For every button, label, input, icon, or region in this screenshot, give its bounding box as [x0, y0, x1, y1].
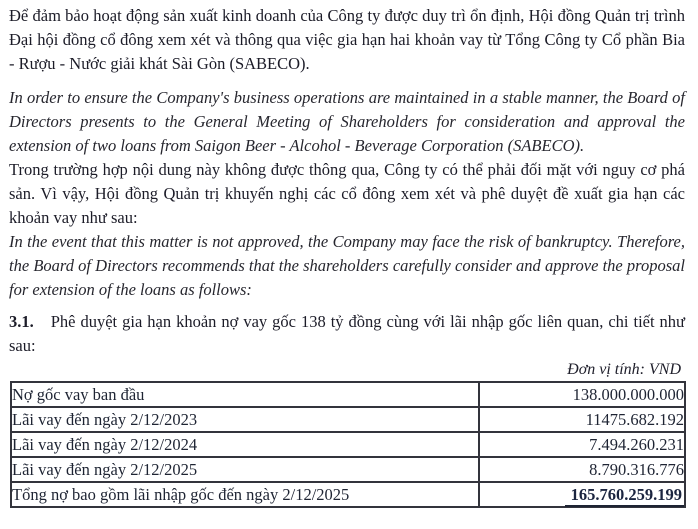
row-label-interest-2025: Lãi vay đến ngày 2/12/2025 — [11, 457, 479, 482]
section-text: Phê duyệt gia hạn khoản nợ vay gốc 138 tỷ đồng cùng với lãi nhập gốc liên quan, chi tiết như sau: — [9, 312, 685, 355]
row-value-interest-2024: 7.494.260.231 — [479, 432, 685, 457]
paragraph-english-intro: In order to ensure the Company's business operations are maintained in a stable manner, the Board of Directors presents to the General Meeting of Shareholders for consideration and approval the extension of two loans from Saigon Beer - Alcohol - Beverage Corporation (SABECO). — [9, 88, 685, 155]
table-row — [11, 382, 685, 407]
paragraph-vietnamese-risk: Trong trường hợp nội dung này không được thông qua, Công ty có thể phải đối mặt với nguy cơ phá sản. Vì vậy, Hội đồng Quản trị khuyến nghị các cổ đông xem xét và phê duyệt đề xuất gia hạn các khoản vay như sau: — [9, 160, 685, 227]
row-value-interest-2025: 8.790.316.776 — [479, 457, 685, 482]
row-label-total-debt: Tổng nợ bao gồm lãi nhập gốc đến ngày 2/12/2025 — [11, 482, 479, 507]
row-value-principal: 138.000.000.000 — [479, 382, 685, 407]
table-row — [11, 407, 685, 432]
row-label-interest-2024: Lãi vay đến ngày 2/12/2024 — [11, 432, 479, 457]
table-row — [11, 457, 685, 482]
table-row — [11, 432, 685, 457]
row-label-interest-2023: Lãi vay đến ngày 2/12/2023 — [11, 407, 479, 432]
unit-label: Đơn vị tính: VND — [567, 361, 681, 378]
table-row-total — [11, 482, 685, 507]
row-label-principal: Nợ gốc vay ban đầu — [11, 382, 479, 407]
loan-table — [10, 381, 686, 508]
section-number: 3.1. — [9, 312, 34, 331]
row-value-interest-2023: 11475.682.192 — [479, 407, 685, 432]
paragraph-vietnamese-intro: Để đảm bảo hoạt động sản xuất kinh doanh của Công ty được duy trì ổn định, Hội đồng Quản trị trình Đại hội đồng cổ đông xem xét và thông qua việc gia hạn hai khoản vay từ Tổng Công ty Cổ phần Bia - Rượu - Nước giải khát Sài Gòn (SABECO). — [9, 6, 685, 73]
total-debt-amount: 165.760.259.199 — [565, 485, 684, 507]
section-3-1 — [9, 310, 685, 358]
row-value-total-debt — [479, 482, 685, 507]
paragraph-english-risk: In the event that this matter is not approved, the Company may face the risk of bankruptcy. Therefore, the Board of Directors recommends that the shareholders carefully consider and approve the proposal for extension of the loans as follows: — [9, 232, 685, 299]
